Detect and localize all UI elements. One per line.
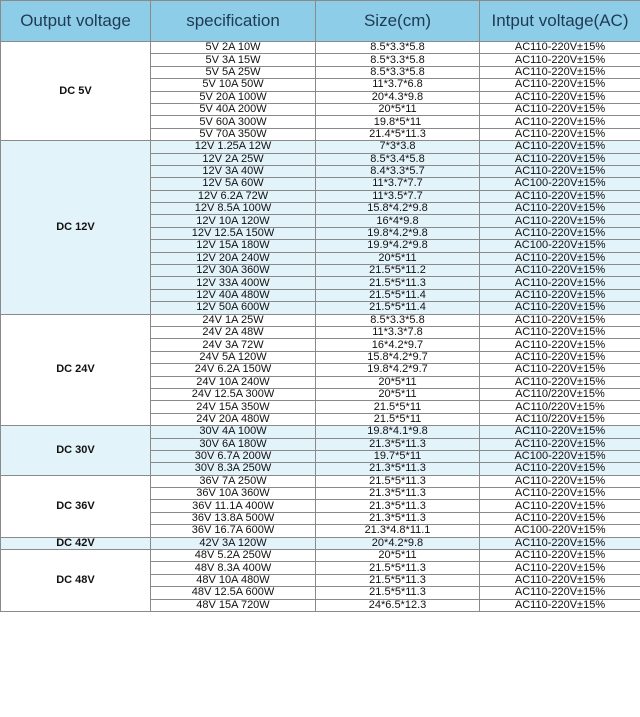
voltage-group-label: DC 30V — [1, 426, 151, 476]
spec-cell: 5V 2A 10W — [151, 42, 316, 54]
spec-cell: 12V 20A 240W — [151, 252, 316, 264]
size-cell: 11*3.7*7.7 — [316, 178, 480, 190]
spec-body — [1, 42, 640, 612]
size-cell: 21.5*5*11 — [316, 413, 480, 425]
input-voltage-cell: AC110-220V±15% — [480, 376, 640, 388]
table-row — [1, 426, 640, 438]
spec-cell: 5V 20A 100W — [151, 91, 316, 103]
spec-cell: 36V 10A 360W — [151, 488, 316, 500]
spec-cell: 12V 10A 120W — [151, 215, 316, 227]
input-voltage-cell: AC110-220V±15% — [480, 79, 640, 91]
spec-cell: 24V 1A 25W — [151, 314, 316, 326]
spec-cell: 30V 8.3A 250W — [151, 463, 316, 475]
size-cell: 20*5*11 — [316, 550, 480, 562]
spec-cell: 24V 20A 480W — [151, 413, 316, 425]
input-voltage-cell: AC110-220V±15% — [480, 42, 640, 54]
header-specification: specification — [151, 1, 316, 42]
input-voltage-cell: AC110-220V±15% — [480, 91, 640, 103]
input-voltage-cell: AC110-220V±15% — [480, 488, 640, 500]
spec-cell: 48V 10A 480W — [151, 574, 316, 586]
spec-cell: 12V 30A 360W — [151, 265, 316, 277]
size-cell: 19.8*4.2*9.7 — [316, 364, 480, 376]
input-voltage-cell: AC110-220V±15% — [480, 438, 640, 450]
input-voltage-cell: AC110-220V±15% — [480, 326, 640, 338]
voltage-group-label: DC 12V — [1, 141, 151, 314]
input-voltage-cell: AC110-220V±15% — [480, 277, 640, 289]
header-input-voltage: Intput voltage(AC) — [480, 1, 640, 42]
spec-cell: 48V 5.2A 250W — [151, 550, 316, 562]
size-cell: 21.5*5*11.2 — [316, 265, 480, 277]
size-cell: 11*3.3*7.8 — [316, 326, 480, 338]
size-cell: 21.5*5*11.4 — [316, 302, 480, 314]
input-voltage-cell: AC110-220V±15% — [480, 364, 640, 376]
size-cell: 21.5*5*11.3 — [316, 574, 480, 586]
input-voltage-cell: AC100-220V±15% — [480, 240, 640, 252]
size-cell: 8.5*3.3*5.8 — [316, 54, 480, 66]
size-cell: 19.8*4.2*9.8 — [316, 227, 480, 239]
spec-cell: 48V 15A 720W — [151, 599, 316, 611]
header-size: Size(cm) — [316, 1, 480, 42]
header-output-voltage: Output voltage — [1, 1, 151, 42]
input-voltage-cell: AC110-220V±15% — [480, 54, 640, 66]
spec-cell: 5V 40A 200W — [151, 103, 316, 115]
input-voltage-cell: AC110-220V±15% — [480, 537, 640, 549]
spec-cell: 30V 6.7A 200W — [151, 450, 316, 462]
size-cell: 20*4.2*9.8 — [316, 537, 480, 549]
size-cell: 7*3*3.8 — [316, 141, 480, 153]
spec-cell: 24V 12.5A 300W — [151, 388, 316, 400]
input-voltage-cell: AC110-220V±15% — [480, 128, 640, 140]
size-cell: 21.3*5*11.3 — [316, 488, 480, 500]
spec-cell: 36V 7A 250W — [151, 475, 316, 487]
input-voltage-cell: AC110-220V±15% — [480, 339, 640, 351]
input-voltage-cell: AC110/220V±15% — [480, 388, 640, 400]
input-voltage-cell: AC110-220V±15% — [480, 252, 640, 264]
spec-cell: 24V 15A 350W — [151, 401, 316, 413]
input-voltage-cell: AC110-220V±15% — [480, 265, 640, 277]
spec-cell: 12V 6.2A 72W — [151, 190, 316, 202]
size-cell: 19.8*4.1*9.8 — [316, 426, 480, 438]
size-cell: 20*4.3*9.8 — [316, 91, 480, 103]
size-cell: 21.5*5*11 — [316, 401, 480, 413]
size-cell: 19.7*5*11 — [316, 450, 480, 462]
input-voltage-cell: AC110/220V±15% — [480, 401, 640, 413]
size-cell: 8.5*3.3*5.8 — [316, 42, 480, 54]
spec-cell: 36V 16.7A 600W — [151, 525, 316, 537]
input-voltage-cell: AC110-220V±15% — [480, 562, 640, 574]
input-voltage-cell: AC110-220V±15% — [480, 141, 640, 153]
spec-cell: 48V 8.3A 400W — [151, 562, 316, 574]
input-voltage-cell: AC110-220V±15% — [480, 203, 640, 215]
size-cell: 16*4*9.8 — [316, 215, 480, 227]
input-voltage-cell: AC110-220V±15% — [480, 512, 640, 524]
size-cell: 21.3*5*11.3 — [316, 500, 480, 512]
table-row — [1, 475, 640, 487]
voltage-group-label: DC 36V — [1, 475, 151, 537]
size-cell: 21.3*5*11.3 — [316, 512, 480, 524]
spec-cell: 48V 12.5A 600W — [151, 587, 316, 599]
input-voltage-cell: AC110/220V±15% — [480, 413, 640, 425]
spec-cell: 42V 3A 120W — [151, 537, 316, 549]
input-voltage-cell: AC110-220V±15% — [480, 500, 640, 512]
size-cell: 8.4*3.3*5.7 — [316, 165, 480, 177]
spec-cell: 24V 10A 240W — [151, 376, 316, 388]
size-cell: 8.5*3.3*5.8 — [316, 66, 480, 78]
size-cell: 8.5*3.3*5.8 — [316, 314, 480, 326]
spec-cell: 12V 8.5A 100W — [151, 203, 316, 215]
input-voltage-cell: AC110-220V±15% — [480, 289, 640, 301]
input-voltage-cell: AC100-220V±15% — [480, 450, 640, 462]
spec-cell: 12V 5A 60W — [151, 178, 316, 190]
input-voltage-cell: AC110-220V±15% — [480, 463, 640, 475]
size-cell: 21.3*5*11.3 — [316, 463, 480, 475]
input-voltage-cell: AC100-220V±15% — [480, 525, 640, 537]
spec-cell: 24V 2A 48W — [151, 326, 316, 338]
size-cell: 21.3*4.8*11.1 — [316, 525, 480, 537]
input-voltage-cell: AC110-220V±15% — [480, 227, 640, 239]
size-cell: 20*5*11 — [316, 376, 480, 388]
size-cell: 11*3.5*7.7 — [316, 190, 480, 202]
spec-cell: 12V 1.25A 12W — [151, 141, 316, 153]
spec-cell: 5V 60A 300W — [151, 116, 316, 128]
size-cell: 11*3.7*6.8 — [316, 79, 480, 91]
input-voltage-cell: AC110-220V±15% — [480, 550, 640, 562]
size-cell: 21.4*5*11.3 — [316, 128, 480, 140]
spec-cell: 24V 5A 120W — [151, 351, 316, 363]
spec-cell: 12V 40A 480W — [151, 289, 316, 301]
voltage-group-label: DC 5V — [1, 42, 151, 141]
input-voltage-cell: AC110-220V±15% — [480, 475, 640, 487]
spec-cell: 30V 6A 180W — [151, 438, 316, 450]
input-voltage-cell: AC110-220V±15% — [480, 165, 640, 177]
spec-cell: 12V 15A 180W — [151, 240, 316, 252]
header-row — [1, 1, 640, 42]
spec-cell: 12V 33A 400W — [151, 277, 316, 289]
spec-cell: 30V 4A 100W — [151, 426, 316, 438]
size-cell: 21.5*5*11.4 — [316, 289, 480, 301]
input-voltage-cell: AC110-220V±15% — [480, 351, 640, 363]
table-row — [1, 42, 640, 54]
input-voltage-cell: AC110-220V±15% — [480, 574, 640, 586]
size-cell: 16*4.2*9.7 — [316, 339, 480, 351]
size-cell: 20*5*11 — [316, 252, 480, 264]
voltage-group-label: DC 48V — [1, 550, 151, 612]
spec-cell: 5V 5A 25W — [151, 66, 316, 78]
spec-cell: 12V 50A 600W — [151, 302, 316, 314]
size-cell: 15.8*4.2*9.7 — [316, 351, 480, 363]
table-row — [1, 550, 640, 562]
size-cell: 21.3*5*11.3 — [316, 438, 480, 450]
size-cell: 21.5*5*11.3 — [316, 587, 480, 599]
size-cell: 20*5*11 — [316, 103, 480, 115]
voltage-group-label: DC 42V — [1, 537, 151, 549]
input-voltage-cell: AC110-220V±15% — [480, 426, 640, 438]
spec-cell: 5V 70A 350W — [151, 128, 316, 140]
spec-cell: 36V 13.8A 500W — [151, 512, 316, 524]
input-voltage-cell: AC100-220V±15% — [480, 178, 640, 190]
size-cell: 15.8*4.2*9.8 — [316, 203, 480, 215]
size-cell: 21.5*5*11.3 — [316, 562, 480, 574]
size-cell: 19.8*5*11 — [316, 116, 480, 128]
table-row — [1, 314, 640, 326]
size-cell: 24*6.5*12.3 — [316, 599, 480, 611]
spec-cell: 12V 3A 40W — [151, 165, 316, 177]
spec-cell: 24V 6.2A 150W — [151, 364, 316, 376]
input-voltage-cell: AC110-220V±15% — [480, 116, 640, 128]
input-voltage-cell: AC110-220V±15% — [480, 599, 640, 611]
input-voltage-cell: AC110-220V±15% — [480, 215, 640, 227]
spec-cell: 24V 3A 72W — [151, 339, 316, 351]
size-cell: 8.5*3.4*5.8 — [316, 153, 480, 165]
input-voltage-cell: AC110-220V±15% — [480, 190, 640, 202]
input-voltage-cell: AC110-220V±15% — [480, 103, 640, 115]
size-cell: 21.5*5*11.3 — [316, 277, 480, 289]
input-voltage-cell: AC110-220V±15% — [480, 314, 640, 326]
input-voltage-cell: AC110-220V±15% — [480, 66, 640, 78]
voltage-group-label: DC 24V — [1, 314, 151, 426]
input-voltage-cell: AC110-220V±15% — [480, 587, 640, 599]
spec-cell: 36V 11.1A 400W — [151, 500, 316, 512]
size-cell: 20*5*11 — [316, 388, 480, 400]
input-voltage-cell: AC110-220V±15% — [480, 302, 640, 314]
spec-cell: 5V 10A 50W — [151, 79, 316, 91]
table-row — [1, 141, 640, 153]
size-cell: 19.9*4.2*9.8 — [316, 240, 480, 252]
spec-cell: 12V 2A 25W — [151, 153, 316, 165]
spec-cell: 12V 12.5A 150W — [151, 227, 316, 239]
size-cell: 21.5*5*11.3 — [316, 475, 480, 487]
table-row — [1, 537, 640, 549]
spec-cell: 5V 3A 15W — [151, 54, 316, 66]
input-voltage-cell: AC110-220V±15% — [480, 153, 640, 165]
